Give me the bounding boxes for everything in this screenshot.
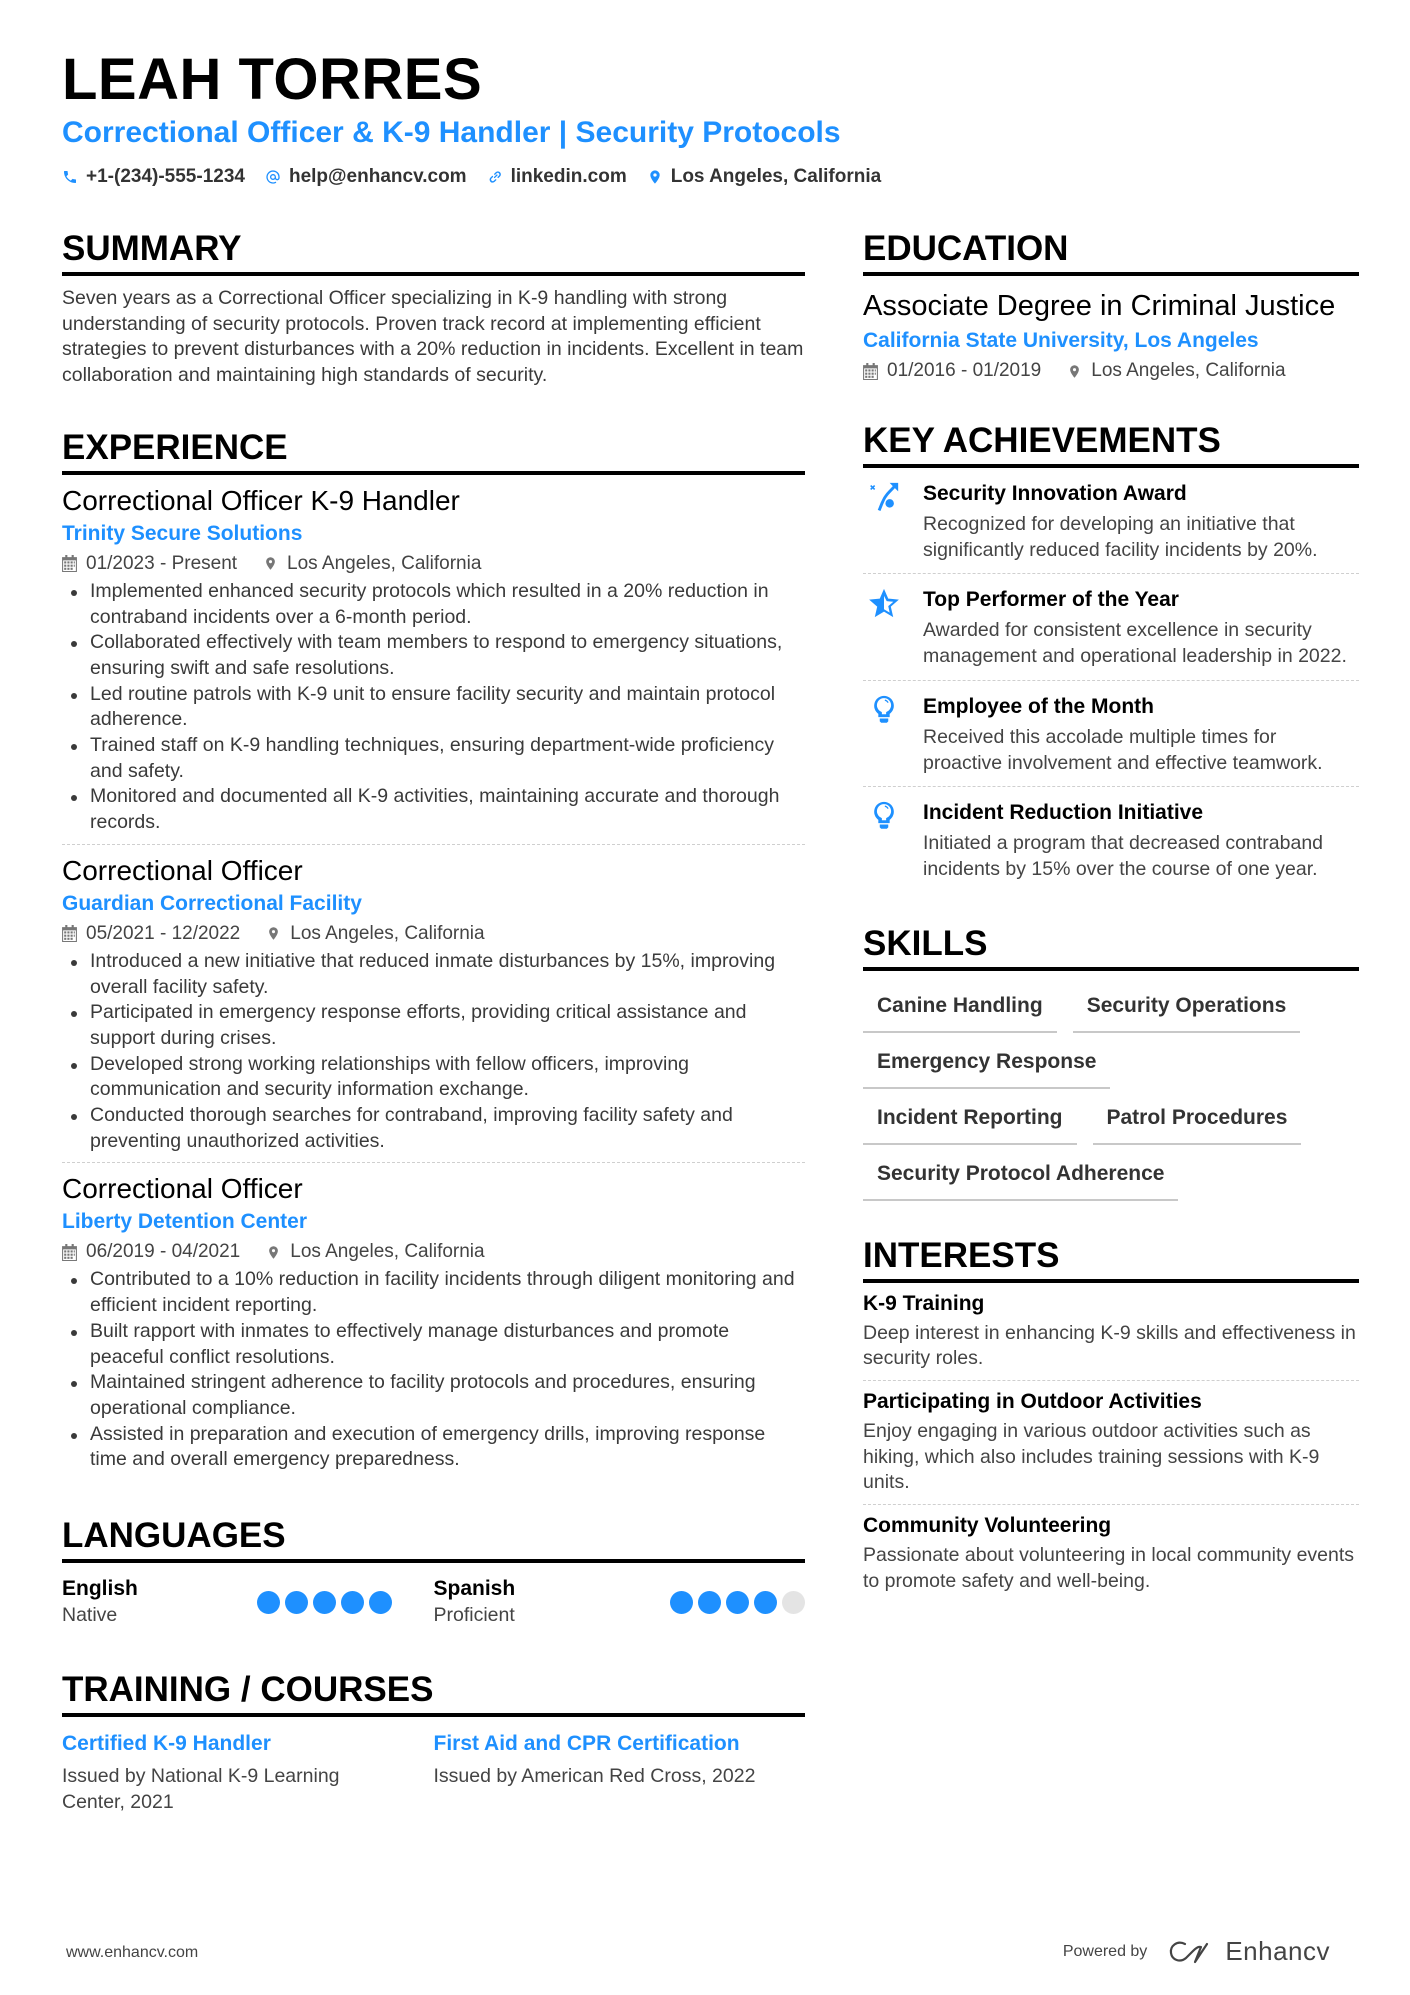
interests-section [863,1235,1359,1603]
achievement-description: Recognized for developing an initiative that significantly reduced facility incidents by 20%. [923,513,1318,561]
degree-title: Associate Degree in Criminal Justice [863,290,1336,322]
powered-by [1063,1936,1330,1967]
achievement-item [863,681,1359,787]
courses-list [62,1729,805,1815]
job-dates [62,549,237,579]
resume-header [62,48,1352,190]
bullet-item: Trained staff on K-9 handling techniques, ensuring department-wide proficiency and safety. [62,733,805,784]
achievement-item [863,574,1359,680]
proficiency-dot-filled [698,1591,721,1614]
strategy-icon [863,478,923,563]
linkedin-text: linkedin.com [510,166,627,187]
languages-heading: LANGUAGES [62,1515,805,1563]
bullet-item: Developed strong working relationships with fellow officers, improving communication and security information exchange. [62,1052,805,1103]
experience-section [62,427,805,1481]
powered-by-label: Powered by [1062,1942,1148,1960]
job-bullets [62,579,805,836]
calendar-icon [62,555,77,572]
skill-tag: Emergency Response [863,1033,1110,1089]
proficiency-dot-filled [257,1591,280,1614]
location-text: Los Angeles, California [290,1241,485,1263]
job-location [266,1237,484,1267]
dates-text: 05/2021 - 12/2022 [86,922,241,944]
location-text: Los Angeles, California [670,166,882,187]
at-icon [265,169,281,185]
languages-list [62,1575,805,1629]
job-title: Correctional Officer [62,854,303,886]
achievement-title: Security Innovation Award [923,482,1187,505]
interest-item [863,1283,1359,1381]
enhancv-logo-icon [1167,1938,1215,1966]
training-section [62,1669,805,1815]
lightbulb-icon [863,691,923,776]
contact-phone[interactable] [62,164,245,190]
job-entry [62,845,805,1164]
bullet-item: Monitored and documented all K-9 activities, maintaining accurate and thorough records. [62,784,805,835]
bullet-item: Contributed to a 10% reduction in facility incidents through diligent monitoring and efficient incident reporting. [62,1267,805,1318]
course-title: Certified K-9 Handler [62,1732,271,1756]
course-description: Issued by American Red Cross, 2022 [433,1765,756,1788]
skill-tag: Patrol Procedures [1093,1089,1302,1145]
calendar-icon [62,1244,77,1261]
skill-tag: Incident Reporting [863,1089,1077,1145]
language-level: Native [62,1604,118,1627]
proficiency-dot-empty [782,1591,805,1614]
achievements-section [863,420,1359,893]
job-meta [62,919,805,949]
company-name: Trinity Secure Solutions [62,521,303,545]
interest-item [863,1381,1359,1505]
job-dates [62,1237,240,1267]
skill-tag: Security Protocol Adherence [863,1145,1178,1201]
location-icon [266,1244,281,1261]
bullet-item: Built rapport with inmates to effectively manage disturbances and promote peaceful conflict resolutions. [62,1319,805,1370]
achievement-item [863,468,1359,574]
bullet-item: Participated in emergency response efforts, providing critical assistance and support during crises. [62,1000,805,1051]
achievement-title: Top Performer of the Year [923,588,1179,612]
bullet-item: Collaborated effectively with team members to respond to emergency situations, ensuring swift and safe resolutions. [62,630,805,681]
bullet-item: Implemented enhanced security protocols which resulted in a 20% reduction in contraband incidents over a 6-month period. [62,579,805,630]
left-column [62,228,805,1839]
phone-icon [62,169,78,185]
website-link[interactable]: www.enhancv.com [66,1944,199,1961]
candidate-tagline: Correctional Officer & K-9 Handler | Security Protocols [62,116,841,149]
job-location [263,549,481,579]
dates-text: 06/2019 - 04/2021 [86,1241,241,1263]
contact-location [647,164,881,190]
job-entry [62,1163,805,1481]
candidate-name: LEAH TORRES [62,47,483,112]
location-icon [263,555,278,572]
proficiency-dot-filled [754,1591,777,1614]
job-meta [62,1237,805,1267]
skills-list [863,977,1359,1201]
interest-title: Community Volunteering [863,1514,1112,1538]
interest-item [863,1505,1359,1602]
summary-section [62,228,805,389]
languages-section [62,1515,805,1629]
course-item [434,1729,806,1815]
achievement-description: Received this accolade multiple times for proactive involvement and effective teamwork. [923,725,1323,774]
phone-text: +1-(234)-555-1234 [86,166,245,187]
language-item [62,1575,434,1629]
proficiency-dot-filled [670,1591,693,1614]
lightbulb-icon [863,797,923,882]
summary-heading: SUMMARY [62,228,805,276]
star-icon [863,584,923,669]
achievement-item [863,787,1359,892]
bullet-item: Maintained stringent adherence to facility protocols and procedures, ensuring operational compliance. [62,1370,805,1421]
course-description: Issued by National K-9 Learning Center, 2021 [62,1765,340,1814]
job-bullets [62,1267,805,1473]
bullet-item: Introduced a new initiative that reduced inmate disturbances by 15%, improving overall facility safety. [62,949,805,1000]
skill-tag: Security Operations [1073,977,1301,1033]
company-name: Liberty Detention Center [62,1210,308,1234]
proficiency-dot-filled [726,1591,749,1614]
location-icon [1067,363,1082,380]
proficiency-dot-filled [341,1591,364,1614]
location-text: Los Angeles, California [290,922,485,944]
proficiency-dot-filled [285,1591,308,1614]
interest-title: K-9 Training [863,1291,985,1315]
achievement-title: Employee of the Month [923,694,1154,718]
calendar-icon [62,925,77,942]
language-name: English [62,1577,138,1601]
job-meta [62,549,805,579]
skills-heading: SKILLS [863,923,1359,971]
email-text: help@enhancv.com [288,166,467,187]
dates-text: 01/2023 - Present [86,552,238,574]
company-name: Guardian Correctional Facility [62,891,362,915]
language-item [434,1575,806,1629]
proficiency-dot-filled [313,1591,336,1614]
interests-heading: INTERESTS [863,1235,1359,1283]
job-bullets [62,949,805,1155]
job-entry [62,475,805,845]
job-title: Correctional Officer K-9 Handler [62,484,460,516]
enhancv-brand-name: Enhancv [1225,1936,1330,1966]
contact-bar [62,164,1352,190]
language-name: Spanish [433,1577,516,1601]
language-level: Proficient [433,1604,515,1627]
location-icon [647,169,663,185]
location-text: Los Angeles, California [287,552,482,574]
education-heading: EDUCATION [863,228,1359,276]
proficiency-dots [670,1591,805,1614]
education-dates [863,356,1041,386]
achievement-title: Incident Reduction Initiative [923,801,1204,825]
interest-description: Deep interest in enhancing K-9 skills and effectiveness in security roles. [863,1321,1356,1370]
contact-linkedin[interactable] [487,164,627,190]
contact-email[interactable] [265,164,467,190]
summary-text: Seven years as a Correctional Officer specializing in K-9 handling with strong understanding of security protocols. Proven track record at implementing efficient strategies to prevent disturbances with a 20% reduction in incidents. Excellent in team collaboration and maintaining high standards of security. [62,287,804,387]
interest-title: Participating in Outdoor Activities [863,1390,1202,1414]
training-heading: TRAINING / COURSES [62,1669,805,1717]
job-dates [62,919,240,949]
proficiency-dots [257,1591,392,1614]
course-title: First Aid and CPR Certification [433,1732,740,1756]
location-icon [266,925,281,942]
link-icon [487,169,503,185]
course-item [62,1729,434,1815]
interest-description: Passionate about volunteering in local community events to promote safety and well-being. [863,1544,1355,1592]
education-meta [863,356,1359,386]
enhancv-logo[interactable] [1167,1936,1330,1967]
dates-text: 01/2016 - 01/2019 [887,360,1042,381]
calendar-icon [863,363,878,380]
bullet-item: Conducted thorough searches for contraband, improving facility safety and preventing unauthorized activities. [62,1103,805,1154]
experience-heading: EXPERIENCE [62,427,805,475]
skill-tag: Canine Handling [863,977,1057,1033]
job-title: Correctional Officer [62,1173,303,1205]
location-text: Los Angeles, California [1091,360,1286,381]
achievements-heading: KEY ACHIEVEMENTS [863,420,1359,468]
interest-description: Enjoy engaging in various outdoor activities such as hiking, which also includes training sessions with K-9 units. [863,1420,1320,1494]
bullet-item: Assisted in preparation and execution of emergency drills, improving response time and overall emergency preparedness. [62,1422,805,1473]
education-section [863,228,1359,386]
school-name: California State University, Los Angeles [863,329,1259,352]
proficiency-dot-filled [369,1591,392,1614]
achievement-description: Awarded for consistent excellence in security management and operational leadership in 2022. [923,619,1347,668]
job-location [266,919,484,949]
achievement-description: Initiated a program that decreased contraband incidents by 15% over the course of one year. [923,832,1324,880]
right-column [863,228,1359,1627]
bullet-item: Led routine patrols with K-9 unit to ensure facility security and maintain protocol adherence. [62,682,805,733]
skills-section [863,923,1359,1201]
education-location [1067,356,1285,386]
